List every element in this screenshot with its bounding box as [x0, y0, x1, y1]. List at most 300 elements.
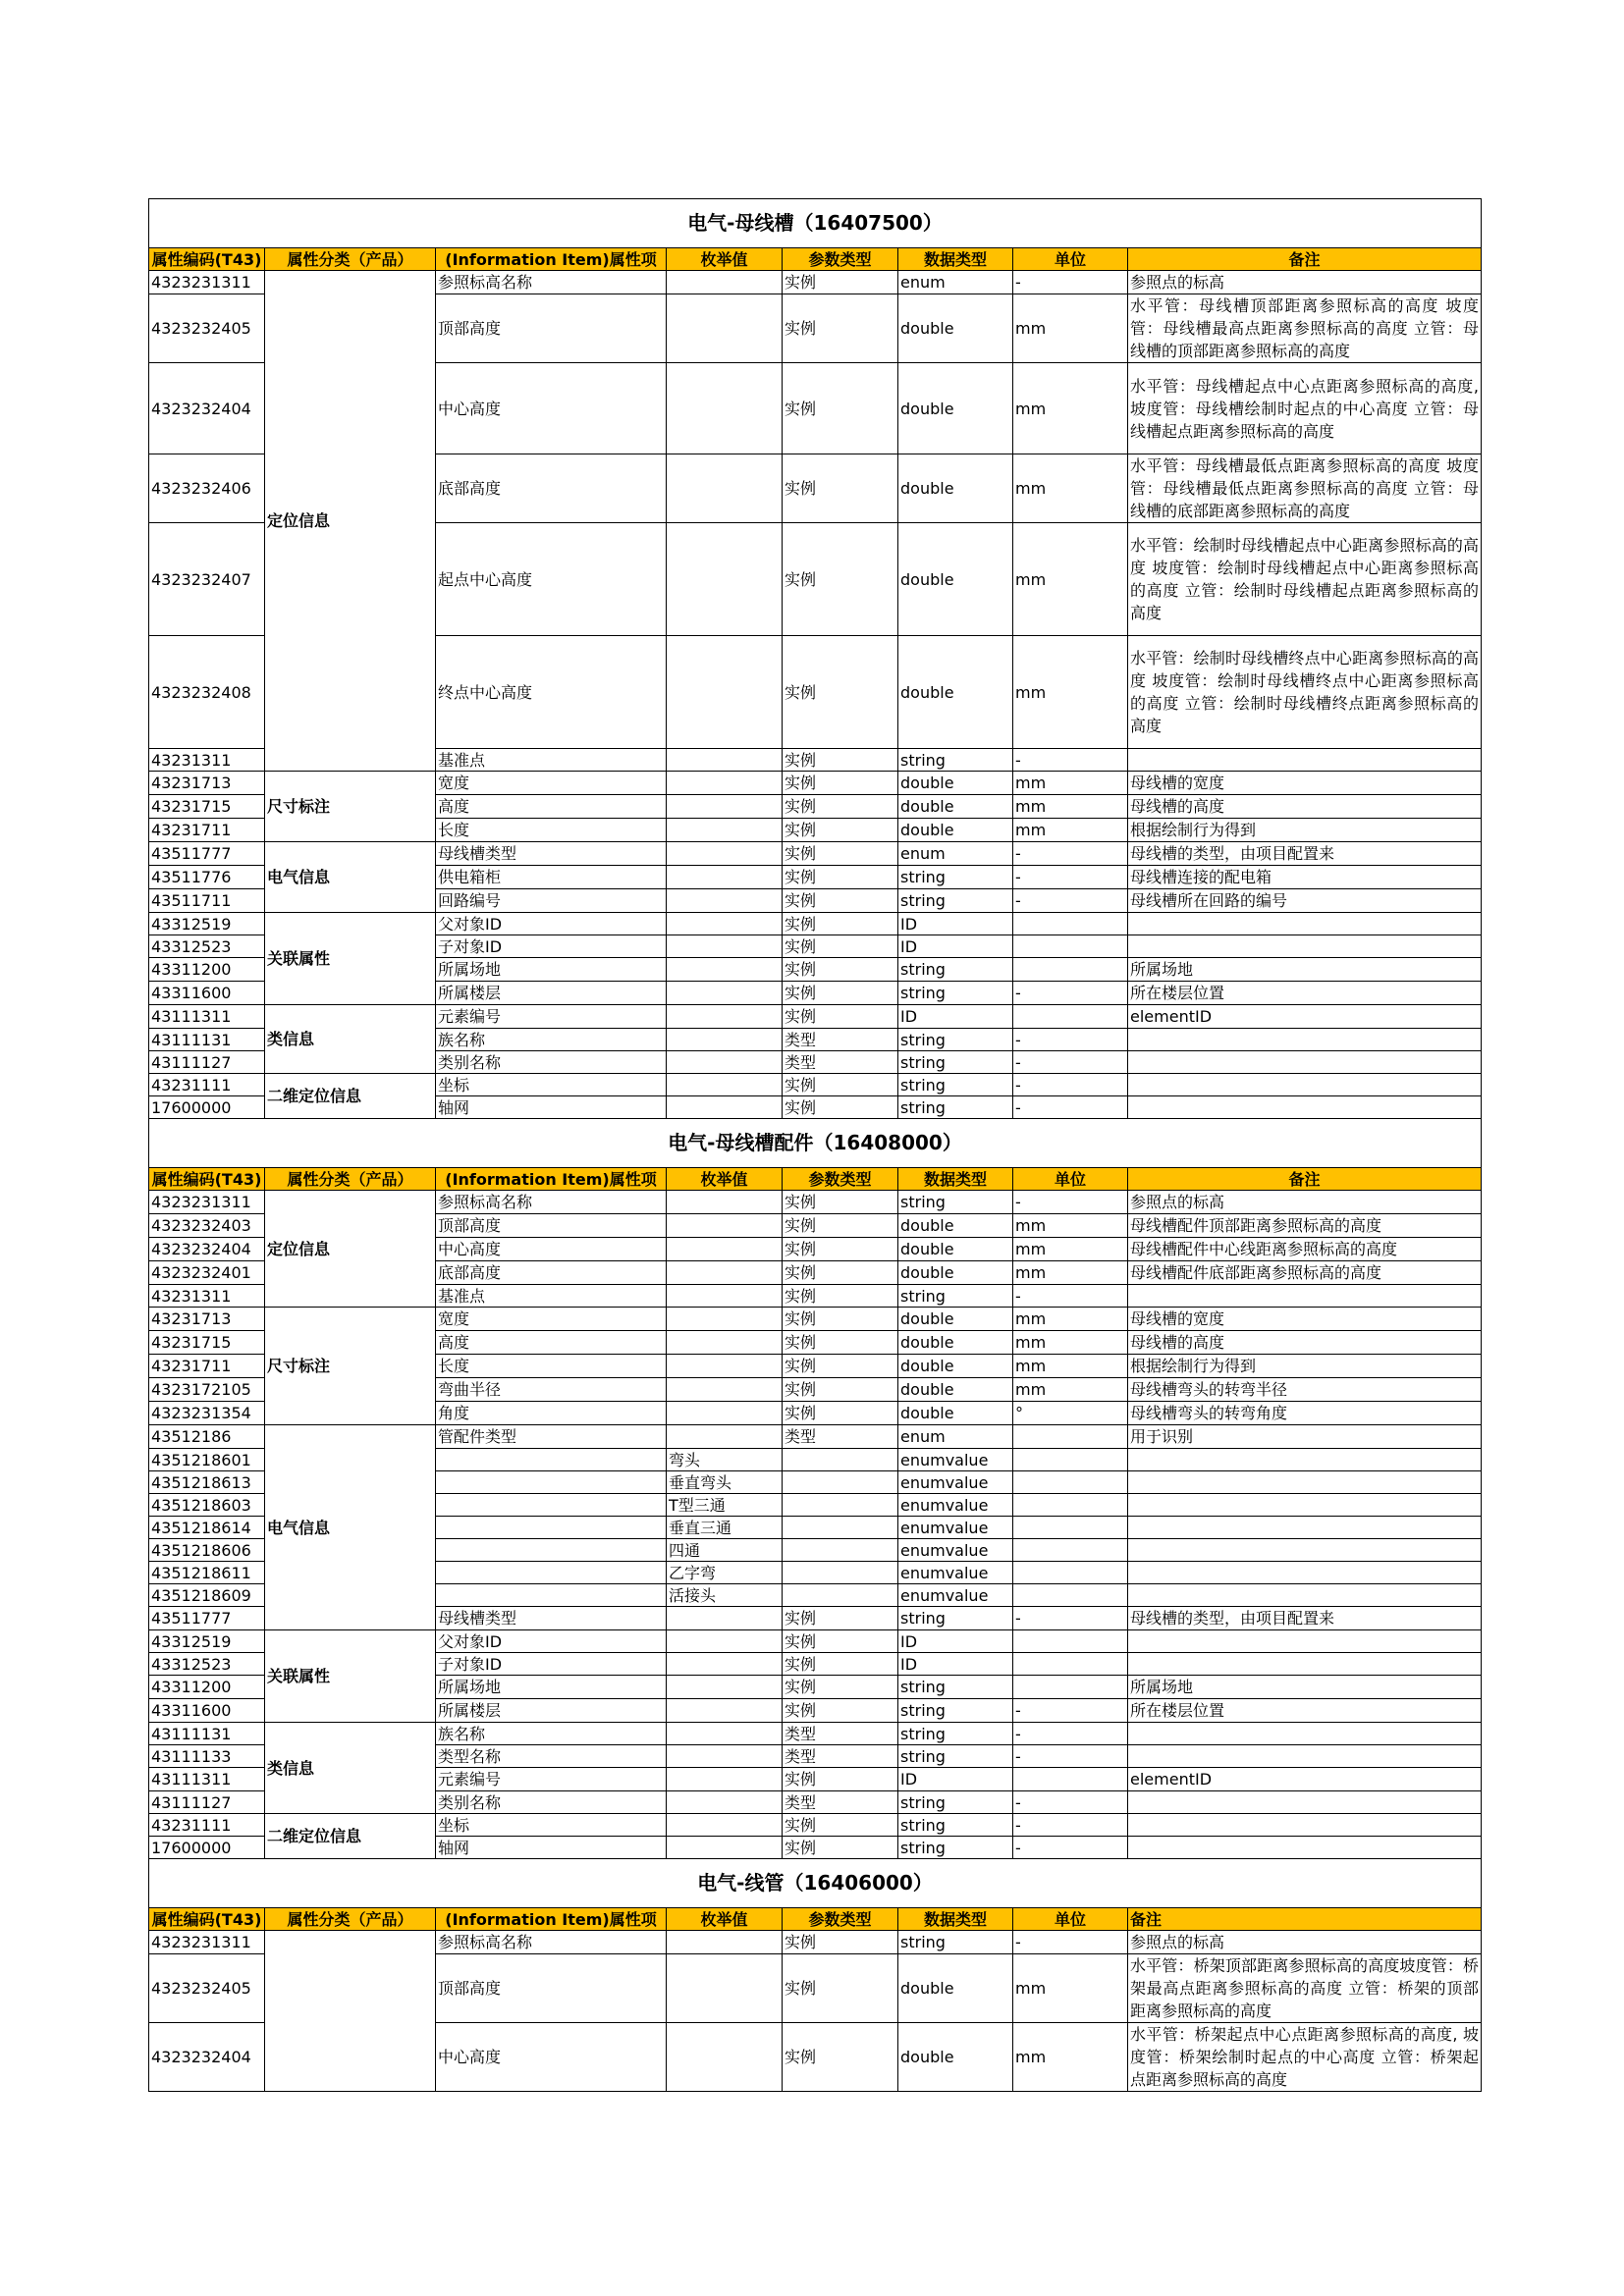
unit-cell: °: [1013, 1402, 1128, 1425]
note-cell: 水平管：母线槽顶部距离参照标高的高度 坡度管：母线槽最高点距离参照标高的高度 立管：母线槽的顶部距离参照标高的高度: [1128, 294, 1482, 363]
enum-value-cell: [667, 1630, 783, 1653]
enum-value-cell: [667, 1285, 783, 1308]
data-type-cell: string: [898, 1051, 1013, 1074]
param-type-cell: 类型: [783, 1723, 898, 1745]
data-type-cell: double: [898, 1355, 1013, 1378]
unit-cell: -: [1013, 1837, 1128, 1859]
data-type-cell: string: [898, 1074, 1013, 1096]
note-cell: [1128, 1791, 1482, 1814]
data-type-cell: ID: [898, 1768, 1013, 1791]
unit-cell: [1013, 1584, 1128, 1607]
note-cell: 所属场地: [1128, 958, 1482, 982]
enum-value-cell: [667, 294, 783, 363]
param-type-cell: 实例: [783, 1191, 898, 1214]
enum-value-cell: [667, 795, 783, 819]
attribute-code-cell: 43111131: [149, 1029, 265, 1051]
attribute-code-cell: 43231311: [149, 1285, 265, 1308]
data-type-cell: string: [898, 1699, 1013, 1723]
note-cell: 水平管：桥架起点中心点距离参照标高的高度, 坡度管：桥架绘制时起点的中心高度 立管：桥架起点距离参照标高的高度: [1128, 2023, 1482, 2092]
note-cell: elementID: [1128, 1768, 1482, 1791]
note-cell: 所在楼层位置: [1128, 982, 1482, 1005]
section-title-row: [149, 1859, 1482, 1908]
attribute-code-cell: 43312519: [149, 913, 265, 935]
attribute-document: [148, 198, 1481, 2092]
attribute-code-cell: 43312523: [149, 935, 265, 958]
column-header: 单位: [1013, 1168, 1128, 1191]
note-cell: [1128, 1074, 1482, 1096]
attribute-item-cell: 元素编号: [436, 1005, 667, 1029]
attribute-code-cell: 4323232404: [149, 2023, 265, 2092]
category-cell: 尺寸标注: [265, 1308, 436, 1425]
attribute-code-cell: 43311600: [149, 982, 265, 1005]
unit-cell: mm: [1013, 1261, 1128, 1285]
data-type-cell: double: [898, 1331, 1013, 1355]
param-type-cell: 类型: [783, 1029, 898, 1051]
attribute-code-cell: 4351218603: [149, 1494, 265, 1517]
attribute-item-cell: 回路编号: [436, 889, 667, 913]
data-type-cell: double: [898, 795, 1013, 819]
data-type-cell: enumvalue: [898, 1539, 1013, 1562]
note-cell: 母线槽的类型，由项目配置来: [1128, 1607, 1482, 1630]
attribute-code-cell: 4323232405: [149, 1954, 265, 2023]
param-type-cell: [783, 1494, 898, 1517]
attribute-code-cell: 4323232406: [149, 454, 265, 523]
attribute-item-cell: 长度: [436, 1355, 667, 1378]
note-cell: 所在楼层位置: [1128, 1699, 1482, 1723]
attribute-item-cell: [436, 1539, 667, 1562]
data-type-cell: string: [898, 1607, 1013, 1630]
enum-value-cell: [667, 1378, 783, 1402]
enum-value-cell: [667, 1355, 783, 1378]
data-type-cell: string: [898, 1723, 1013, 1745]
column-header: 参数类型: [783, 1168, 898, 1191]
enum-value-cell: [667, 1029, 783, 1051]
data-type-cell: ID: [898, 913, 1013, 935]
category-cell: 电气信息: [265, 1425, 436, 1630]
table-row: [149, 1425, 1482, 1449]
attribute-code-cell: 4323172105: [149, 1378, 265, 1402]
unit-cell: [1013, 1653, 1128, 1676]
note-cell: [1128, 1837, 1482, 1859]
attribute-item-cell: 基准点: [436, 749, 667, 772]
attribute-code-cell: 43312523: [149, 1653, 265, 1676]
param-type-cell: 实例: [783, 1096, 898, 1119]
note-cell: [1128, 1029, 1482, 1051]
enum-value-cell: [667, 749, 783, 772]
unit-cell: mm: [1013, 1238, 1128, 1261]
note-cell: [1128, 1653, 1482, 1676]
attribute-code-cell: 43111131: [149, 1723, 265, 1745]
data-type-cell: double: [898, 523, 1013, 636]
unit-cell: [1013, 1768, 1128, 1791]
column-header: 属性分类（产品）: [265, 1908, 436, 1931]
enum-value-cell: [667, 271, 783, 294]
attribute-code-cell: 4323231311: [149, 1931, 265, 1954]
data-type-cell: double: [898, 819, 1013, 842]
column-header: 备注: [1128, 248, 1482, 271]
attribute-item-cell: 高度: [436, 1331, 667, 1355]
param-type-cell: 实例: [783, 1285, 898, 1308]
param-type-cell: 实例: [783, 454, 898, 523]
note-cell: 所属场地: [1128, 1676, 1482, 1699]
attribute-code-cell: 4351218611: [149, 1562, 265, 1584]
attribute-item-cell: [436, 1449, 667, 1471]
data-type-cell: enumvalue: [898, 1584, 1013, 1607]
unit-cell: [1013, 1471, 1128, 1494]
unit-cell: -: [1013, 1791, 1128, 1814]
param-type-cell: 实例: [783, 958, 898, 982]
attribute-item-cell: 基准点: [436, 1285, 667, 1308]
table-row: [149, 1074, 1482, 1096]
enum-value-cell: [667, 982, 783, 1005]
attribute-item-cell: 坐标: [436, 1814, 667, 1837]
unit-cell: mm: [1013, 294, 1128, 363]
param-type-cell: 实例: [783, 1355, 898, 1378]
note-cell: [1128, 1562, 1482, 1584]
column-header: 属性编码(T43): [149, 1908, 265, 1931]
note-cell: [1128, 1517, 1482, 1539]
data-type-cell: double: [898, 772, 1013, 795]
enum-value-cell: [667, 636, 783, 749]
note-cell: [1128, 1814, 1482, 1837]
data-type-cell: string: [898, 749, 1013, 772]
attribute-code-cell: 43511777: [149, 1607, 265, 1630]
column-header: 数据类型: [898, 1168, 1013, 1191]
param-type-cell: 实例: [783, 1954, 898, 2023]
enum-value-cell: [667, 772, 783, 795]
note-cell: [1128, 1051, 1482, 1074]
attribute-item-cell: 所属场地: [436, 958, 667, 982]
attribute-code-cell: 43111133: [149, 1745, 265, 1768]
attribute-item-cell: 父对象ID: [436, 1630, 667, 1653]
unit-cell: -: [1013, 1723, 1128, 1745]
data-type-cell: ID: [898, 1630, 1013, 1653]
enum-value-cell: [667, 1051, 783, 1074]
unit-cell: [1013, 1449, 1128, 1471]
column-header: 属性编码(T43): [149, 1168, 265, 1191]
attribute-item-cell: 底部高度: [436, 1261, 667, 1285]
attribute-item-cell: [436, 1471, 667, 1494]
unit-cell: [1013, 1630, 1128, 1653]
note-cell: 水平管：母线槽起点中心点距离参照标高的高度, 坡度管：母线槽绘制时起点的中心高度 立管：母线槽起点距离参照标高的高度: [1128, 363, 1482, 454]
unit-cell: -: [1013, 1931, 1128, 1954]
column-header: 数据类型: [898, 248, 1013, 271]
param-type-cell: 实例: [783, 1676, 898, 1699]
enum-value-cell: [667, 523, 783, 636]
unit-cell: mm: [1013, 363, 1128, 454]
unit-cell: -: [1013, 1029, 1128, 1051]
table-row: [149, 1630, 1482, 1653]
note-cell: 母线槽配件顶部距离参照标高的高度: [1128, 1214, 1482, 1238]
attribute-item-cell: [436, 1494, 667, 1517]
table-row: [149, 1005, 1482, 1029]
category-cell: 尺寸标注: [265, 772, 436, 842]
column-header: 数据类型: [898, 1908, 1013, 1931]
param-type-cell: 类型: [783, 1745, 898, 1768]
note-cell: 母线槽的高度: [1128, 795, 1482, 819]
unit-cell: -: [1013, 1745, 1128, 1768]
attribute-item-cell: [436, 1584, 667, 1607]
param-type-cell: 实例: [783, 1768, 898, 1791]
attribute-item-cell: 参照标高名称: [436, 1931, 667, 1954]
attribute-code-cell: 43311200: [149, 1676, 265, 1699]
column-header: 枚举值: [667, 1168, 783, 1191]
enum-value-cell: [667, 1837, 783, 1859]
enum-value-cell: 弯头: [667, 1449, 783, 1471]
attribute-code-cell: 43111311: [149, 1005, 265, 1029]
data-type-cell: enumvalue: [898, 1517, 1013, 1539]
enum-value-cell: [667, 1308, 783, 1331]
param-type-cell: 实例: [783, 1308, 898, 1331]
unit-cell: mm: [1013, 636, 1128, 749]
unit-cell: mm: [1013, 819, 1128, 842]
attribute-code-cell: 17600000: [149, 1096, 265, 1119]
attribute-item-cell: [436, 1562, 667, 1584]
attribute-item-cell: 供电箱柜: [436, 866, 667, 889]
param-type-cell: 实例: [783, 1378, 898, 1402]
param-type-cell: 实例: [783, 1074, 898, 1096]
unit-cell: -: [1013, 889, 1128, 913]
enum-value-cell: 活接头: [667, 1584, 783, 1607]
attribute-code-cell: 43511776: [149, 866, 265, 889]
category-cell: 定位信息: [265, 1191, 436, 1308]
param-type-cell: 实例: [783, 866, 898, 889]
enum-value-cell: [667, 958, 783, 982]
param-type-cell: 实例: [783, 795, 898, 819]
attribute-code-cell: 4323232404: [149, 363, 265, 454]
enum-value-cell: [667, 1402, 783, 1425]
attribute-code-cell: 4323232401: [149, 1261, 265, 1285]
data-type-cell: double: [898, 454, 1013, 523]
unit-cell: [1013, 913, 1128, 935]
param-type-cell: 实例: [783, 523, 898, 636]
attribute-code-cell: 4323232405: [149, 294, 265, 363]
enum-value-cell: [667, 1191, 783, 1214]
column-header: 参数类型: [783, 1908, 898, 1931]
param-type-cell: 实例: [783, 1331, 898, 1355]
data-type-cell: enum: [898, 842, 1013, 866]
attribute-item-cell: 起点中心高度: [436, 523, 667, 636]
data-type-cell: string: [898, 1676, 1013, 1699]
data-type-cell: string: [898, 1285, 1013, 1308]
param-type-cell: [783, 1449, 898, 1471]
param-type-cell: [783, 1539, 898, 1562]
note-cell: [1128, 1723, 1482, 1745]
enum-value-cell: 垂直弯头: [667, 1471, 783, 1494]
column-header: 单位: [1013, 1908, 1128, 1931]
unit-cell: [1013, 1005, 1128, 1029]
note-cell: 母线槽的高度: [1128, 1331, 1482, 1355]
data-type-cell: string: [898, 1029, 1013, 1051]
unit-cell: -: [1013, 842, 1128, 866]
enum-value-cell: [667, 1768, 783, 1791]
attribute-item-cell: 宽度: [436, 772, 667, 795]
attribute-item-cell: 宽度: [436, 1308, 667, 1331]
attribute-item-cell: 轴网: [436, 1837, 667, 1859]
param-type-cell: [783, 1562, 898, 1584]
unit-cell: mm: [1013, 523, 1128, 636]
unit-cell: -: [1013, 1285, 1128, 1308]
attribute-item-cell: 中心高度: [436, 2023, 667, 2092]
param-type-cell: 类型: [783, 1791, 898, 1814]
column-header: 枚举值: [667, 248, 783, 271]
enum-value-cell: [667, 1074, 783, 1096]
enum-value-cell: [667, 1331, 783, 1355]
unit-cell: -: [1013, 1607, 1128, 1630]
note-cell: [1128, 1449, 1482, 1471]
attribute-code-cell: 43231711: [149, 1355, 265, 1378]
attribute-item-cell: 中心高度: [436, 1238, 667, 1261]
unit-cell: [1013, 1494, 1128, 1517]
unit-cell: -: [1013, 866, 1128, 889]
note-cell: 水平管：桥架顶部距离参照标高的高度坡度管：桥架最高点距离参照标高的高度 立管：桥架的顶部距离参照标高的高度: [1128, 1954, 1482, 2023]
note-cell: 用于识别: [1128, 1425, 1482, 1449]
note-cell: 根据绘制行为得到: [1128, 1355, 1482, 1378]
unit-cell: -: [1013, 749, 1128, 772]
attribute-item-cell: 轴网: [436, 1096, 667, 1119]
data-type-cell: string: [898, 1837, 1013, 1859]
enum-value-cell: 乙字弯: [667, 1562, 783, 1584]
enum-value-cell: [667, 1791, 783, 1814]
enum-value-cell: [667, 454, 783, 523]
attribute-item-cell: 弯曲半径: [436, 1378, 667, 1402]
attribute-item-cell: 类别名称: [436, 1051, 667, 1074]
attribute-code-cell: 4323231311: [149, 271, 265, 294]
category-cell: 定位信息: [265, 271, 436, 772]
enum-value-cell: [667, 866, 783, 889]
unit-cell: -: [1013, 1096, 1128, 1119]
param-type-cell: 实例: [783, 1837, 898, 1859]
data-type-cell: double: [898, 1261, 1013, 1285]
param-type-cell: 实例: [783, 1261, 898, 1285]
unit-cell: mm: [1013, 1355, 1128, 1378]
note-cell: 参照点的标高: [1128, 1931, 1482, 1954]
enum-value-cell: T型三通: [667, 1494, 783, 1517]
attribute-item-cell: 中心高度: [436, 363, 667, 454]
note-cell: [1128, 913, 1482, 935]
data-type-cell: double: [898, 363, 1013, 454]
data-type-cell: string: [898, 1931, 1013, 1954]
column-header: 备注: [1128, 1168, 1482, 1191]
enum-value-cell: [667, 1931, 783, 1954]
data-type-cell: enumvalue: [898, 1449, 1013, 1471]
category-cell: 二维定位信息: [265, 1814, 436, 1859]
enum-value-cell: [667, 1653, 783, 1676]
param-type-cell: 实例: [783, 2023, 898, 2092]
attribute-code-cell: 4323232408: [149, 636, 265, 749]
param-type-cell: [783, 1471, 898, 1494]
column-header: (Information Item)属性项: [436, 1168, 667, 1191]
data-type-cell: string: [898, 1191, 1013, 1214]
attribute-code-cell: 4351218609: [149, 1584, 265, 1607]
enum-value-cell: [667, 1607, 783, 1630]
param-type-cell: 实例: [783, 842, 898, 866]
note-cell: 母线槽所在回路的编号: [1128, 889, 1482, 913]
category-cell: 类信息: [265, 1005, 436, 1074]
column-header: 参数类型: [783, 248, 898, 271]
enum-value-cell: [667, 913, 783, 935]
table-row: [149, 271, 1482, 294]
unit-cell: mm: [1013, 772, 1128, 795]
section-title: 电气-线管（16406000）: [149, 1859, 1482, 1908]
attribute-item-cell: 母线槽类型: [436, 1607, 667, 1630]
note-cell: 参照点的标高: [1128, 271, 1482, 294]
param-type-cell: 实例: [783, 1931, 898, 1954]
enum-value-cell: [667, 935, 783, 958]
attribute-code-cell: 43231713: [149, 1308, 265, 1331]
data-type-cell: double: [898, 1402, 1013, 1425]
data-type-cell: string: [898, 1814, 1013, 1837]
param-type-cell: 实例: [783, 363, 898, 454]
data-type-cell: ID: [898, 935, 1013, 958]
data-type-cell: string: [898, 1791, 1013, 1814]
data-type-cell: string: [898, 866, 1013, 889]
enum-value-cell: [667, 2023, 783, 2092]
enum-value-cell: [667, 1699, 783, 1723]
data-type-cell: double: [898, 1378, 1013, 1402]
note-cell: [1128, 1494, 1482, 1517]
attribute-code-cell: 43231111: [149, 1074, 265, 1096]
param-type-cell: 实例: [783, 271, 898, 294]
param-type-cell: 实例: [783, 935, 898, 958]
section-title-row: [149, 199, 1482, 248]
table-row: [149, 913, 1482, 935]
enum-value-cell: [667, 819, 783, 842]
column-header: 备注: [1128, 1908, 1482, 1931]
enum-value-cell: [667, 1723, 783, 1745]
note-cell: [1128, 1630, 1482, 1653]
param-type-cell: 实例: [783, 1005, 898, 1029]
category-cell: [265, 1931, 436, 2092]
enum-value-cell: 垂直三通: [667, 1517, 783, 1539]
enum-value-cell: [667, 1954, 783, 2023]
param-type-cell: 实例: [783, 889, 898, 913]
section-title: 电气-母线槽配件（16408000）: [149, 1119, 1482, 1168]
column-header-row: [149, 1168, 1482, 1191]
attribute-item-cell: 终点中心高度: [436, 636, 667, 749]
category-cell: 关联属性: [265, 913, 436, 1005]
table-row: [149, 772, 1482, 795]
unit-cell: -: [1013, 1191, 1128, 1214]
section-title: 电气-母线槽（16407500）: [149, 199, 1482, 248]
note-cell: [1128, 935, 1482, 958]
column-header: 属性分类（产品）: [265, 248, 436, 271]
data-type-cell: double: [898, 636, 1013, 749]
attribute-item-cell: 底部高度: [436, 454, 667, 523]
enum-value-cell: [667, 1096, 783, 1119]
unit-cell: [1013, 1517, 1128, 1539]
attribute-item-cell: 元素编号: [436, 1768, 667, 1791]
attribute-code-cell: 43511777: [149, 842, 265, 866]
table-row: [149, 1931, 1482, 1954]
attribute-item-cell: 类型名称: [436, 1745, 667, 1768]
table-row: [149, 1814, 1482, 1837]
note-cell: elementID: [1128, 1005, 1482, 1029]
param-type-cell: 实例: [783, 1402, 898, 1425]
attribute-code-cell: 43111127: [149, 1791, 265, 1814]
attribute-item-cell: 子对象ID: [436, 1653, 667, 1676]
unit-cell: [1013, 1562, 1128, 1584]
attribute-item-cell: 顶部高度: [436, 1214, 667, 1238]
category-cell: 类信息: [265, 1723, 436, 1814]
data-type-cell: enum: [898, 271, 1013, 294]
attribute-code-cell: 4323231354: [149, 1402, 265, 1425]
column-header: 属性编码(T43): [149, 248, 265, 271]
note-cell: [1128, 1745, 1482, 1768]
attribute-item-cell: 母线槽类型: [436, 842, 667, 866]
unit-cell: mm: [1013, 454, 1128, 523]
unit-cell: [1013, 958, 1128, 982]
